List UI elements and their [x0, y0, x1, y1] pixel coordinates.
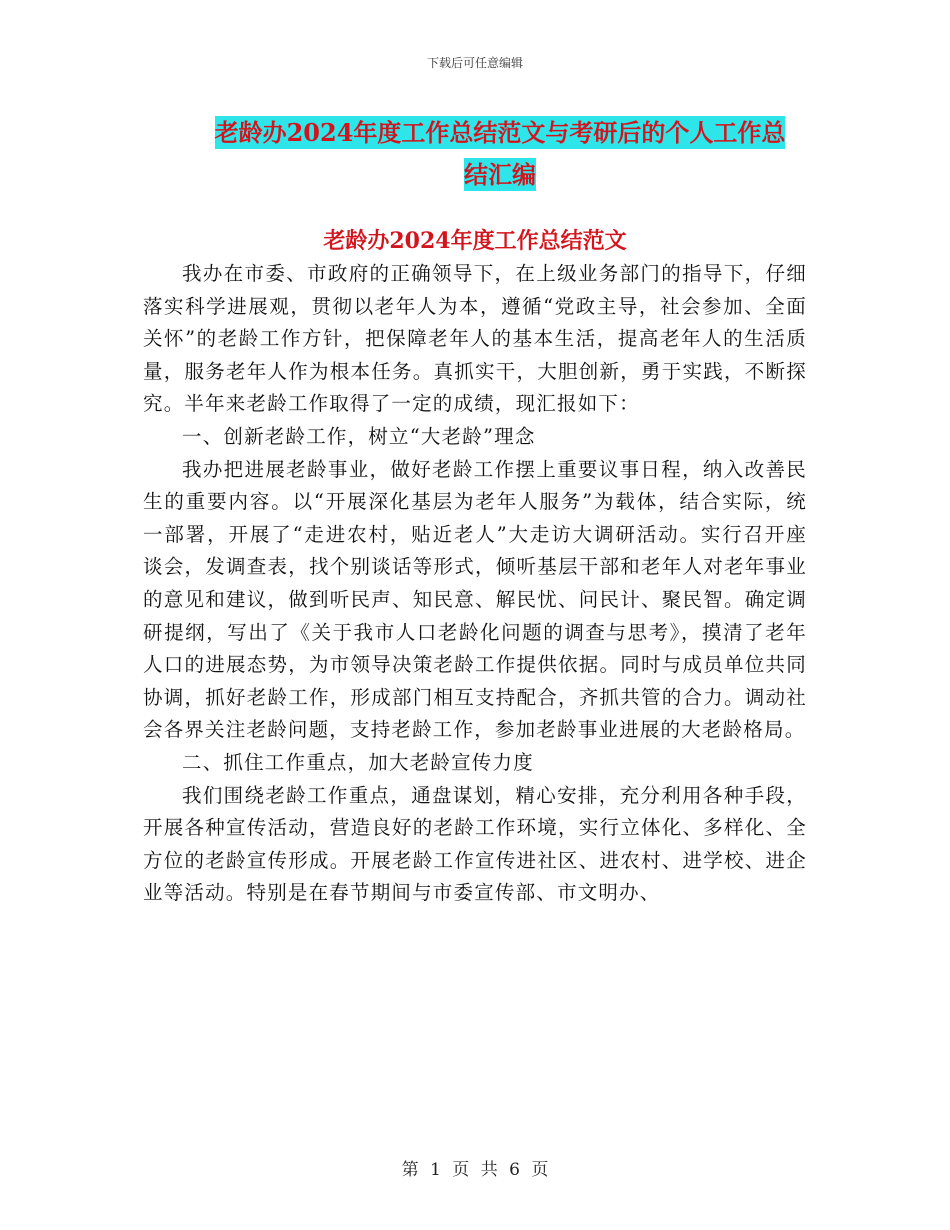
paragraph-publicity: 我们围绕老龄工作重点，通盘谋划，精心安排，充分利用各种手段，开展各种宣传活动，营造良好的老龄工作环境，实行立体化、多样化、全方位的老龄宣传形成。开展老龄工作宣传进社区、进农村、进学校、进企业等活动。特别是在春节期间与市委宣传部、市文明办、 — [143, 783, 807, 905]
paragraph-intro: 我办在市委、市政府的正确领导下，在上级业务部门的指导下，仔细落实科学进展观，贯彻以老年人为本，遵循“党政主导，社会参加、全面关怀”的老龄工作方针，把保障老年人的基本生活，提高老年人的生活质量，服务老年人作为根本任务。真抓实干，大胆创新，勇于实践，不断探究。半年来老龄工作取得了一定的成绩，现汇报如下： — [143, 262, 807, 416]
heading-innovation: 一、创新老龄工作，树立“大老龄”理念 — [182, 424, 536, 448]
heading-publicity: 二、抓住工作重点，加大老龄宣传力度 — [182, 750, 534, 774]
paragraph-innovation: 我办把进展老龄事业，做好老龄工作摆上重要议事日程，纳入改善民生的重要内容。以“开展深化基层为老年人服务”为载体，结合实际，统一部署，开展了“走进农村，贴近老人”大走访大调研活动。实行召开座谈会，发调查表，找个别谈话等形式，倾听基层干部和老年人对老年事业的意见和建议，做到听民声、知民意、解民忧、问民计、聚民智。确定调研提纲，写出了《关于我市人口老龄化问题的调查与思考》，摸清了老年人口的进展态势，为市领导决策老龄工作提供依据。同时与成员单位共同协调，抓好老龄工作，形成部门相互支持配合，齐抓共管的合力。调动社会各界关注老龄问题，支持老龄工作，参加老龄事业进展的大老龄格局。 — [143, 457, 807, 742]
document-title-line-2: 结汇编 — [464, 160, 536, 189]
document-title — [185, 112, 815, 196]
header-note: 下载后可任意编辑 — [426, 56, 523, 70]
document-body — [143, 258, 807, 910]
section-title: 老龄办2024年度工作总结范文 — [323, 228, 627, 254]
document-title-line-1: 老龄办2024年度工作总结范文与考研后的个人工作总 — [214, 118, 786, 147]
page-number: 第 1 页 共 6 页 — [401, 1160, 549, 1180]
